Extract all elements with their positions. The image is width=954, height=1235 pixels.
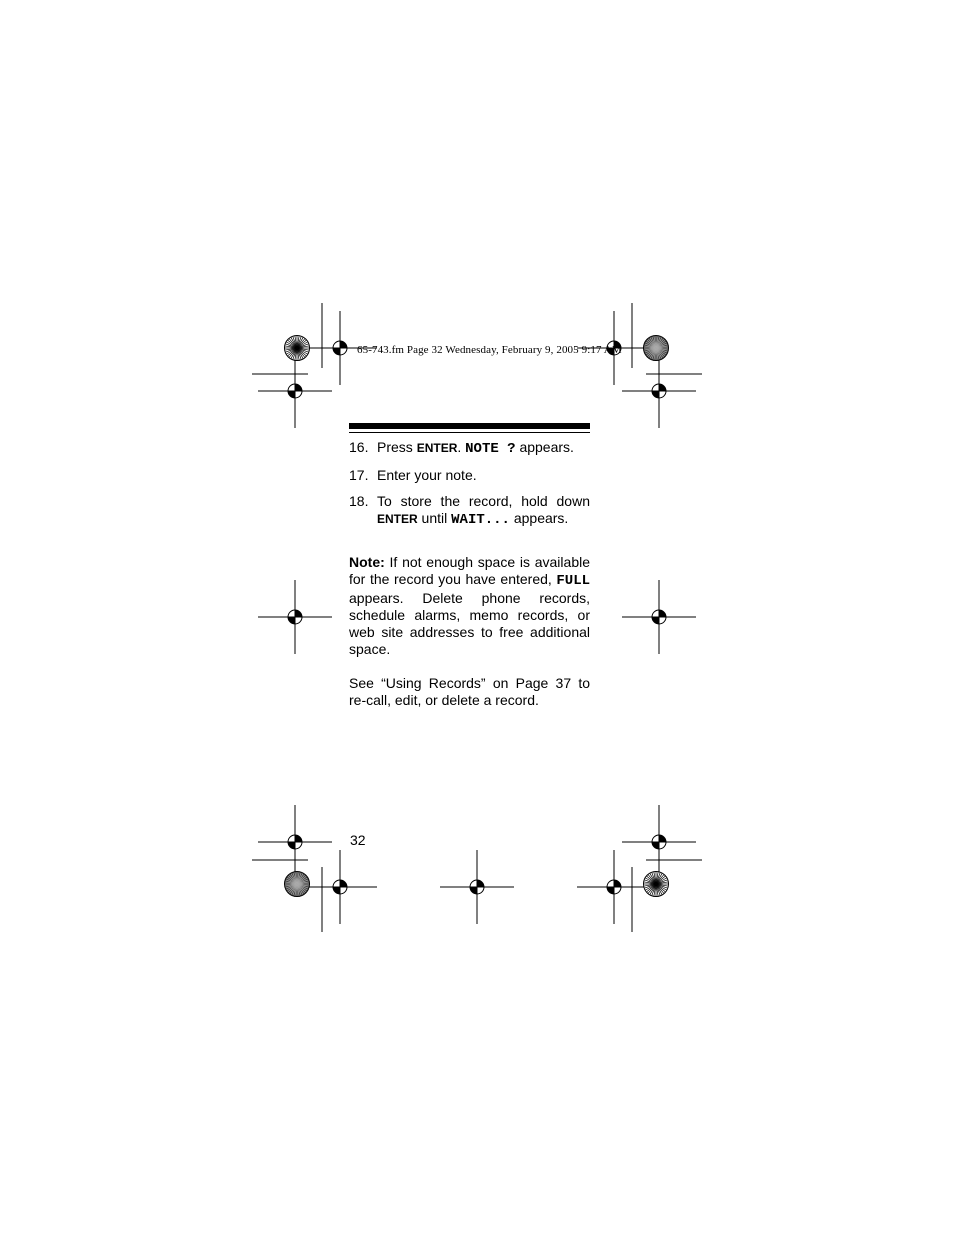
step-number: 16. (349, 439, 369, 455)
key-name: ENTER (416, 441, 458, 455)
crosshair-mark (440, 850, 514, 924)
sunburst-mark (644, 872, 669, 897)
display-text: NOTE ? (465, 441, 516, 457)
step-text: Enter your note. (377, 467, 477, 483)
note-paragraph (349, 554, 590, 658)
sunburst-mark (285, 336, 310, 361)
step-number: 17. (349, 467, 369, 483)
sunburst-mark (285, 872, 310, 897)
step-text-part: . (457, 439, 466, 455)
crosshair-mark (622, 805, 696, 879)
crosshair-mark (622, 354, 696, 428)
sunburst-mark (644, 336, 669, 361)
step-text-part: appears. (515, 439, 574, 455)
key-name: ENTER (377, 512, 418, 526)
step-text-part: appears. (509, 510, 569, 526)
step-16 (349, 439, 590, 458)
crosshair-mark (303, 850, 377, 924)
page-content (349, 439, 590, 709)
step-list (349, 439, 590, 529)
step-text-part: Press (377, 439, 417, 455)
see-also-paragraph: See “Using Records” on Page 37 to re-call, edit, or delete a record. (349, 675, 590, 708)
crosshair-mark (622, 580, 696, 654)
crosshair-mark (258, 805, 332, 879)
step-text-part: until (417, 510, 452, 526)
display-text: WAIT... (451, 512, 510, 528)
step-text (377, 439, 590, 458)
section-rule-thin (349, 432, 590, 433)
header-slug: 65-743.fm Page 32 Wednesday, February 9, 2005 9:17 AM (357, 344, 622, 356)
section-rule-thick (349, 423, 590, 429)
display-text: FULL (556, 573, 590, 589)
crosshair-mark (258, 354, 332, 428)
step-17 (349, 467, 590, 484)
note-label: Note: (349, 554, 385, 570)
note-text-part: If not enough space is available for the record you have entered, (349, 554, 590, 587)
crosshair-mark (258, 580, 332, 654)
step-number: 18. (349, 493, 369, 509)
page-number: 32 (350, 832, 366, 848)
step-18 (349, 493, 590, 529)
step-text (377, 493, 590, 529)
step-text-part: To store the record, hold down (377, 493, 590, 509)
note-text-part: appears. Delete phone records, schedule alarms, memo records, or web site addresses to free additional space. (349, 590, 590, 657)
crosshair-mark (577, 850, 651, 924)
